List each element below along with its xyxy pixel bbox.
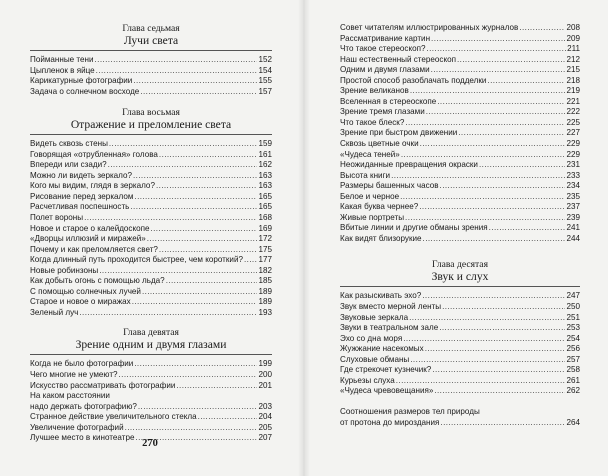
dot-leader <box>431 34 565 45</box>
toc-entry-page: 227 <box>566 128 580 138</box>
toc-entry[interactable] <box>340 34 580 45</box>
toc-entry[interactable] <box>340 313 580 324</box>
dot-leader <box>159 245 258 256</box>
toc-entry[interactable] <box>340 376 580 387</box>
toc-entry-title: Зрение тремя глазами <box>340 107 425 117</box>
toc-entry-page: 207 <box>258 433 272 443</box>
toc-entry-page: 163 <box>258 181 272 191</box>
toc-entry-page: 247 <box>566 291 580 301</box>
toc-entry-title: Новые робинзоны <box>30 265 99 275</box>
toc-entry[interactable] <box>340 365 580 376</box>
toc-entry-title: Наш естественный стереоскоп <box>340 54 456 64</box>
toc-entry[interactable] <box>30 139 272 150</box>
dot-leader <box>489 223 566 234</box>
toc-entry-page: 204 <box>258 412 272 422</box>
toc-entry-title: Совет читателям иллюстрированных журналов <box>340 23 519 32</box>
dot-leader <box>133 76 257 87</box>
toc-entry-title: Как разыскивать эхо? <box>340 291 422 301</box>
toc-entry-title: Живые портреты <box>340 212 405 222</box>
dot-leader <box>133 171 258 182</box>
toc-entry-page: 264 <box>566 417 580 427</box>
section-chapter-10 <box>340 259 580 396</box>
toc-entry-page: 199 <box>258 359 272 369</box>
toc-entry[interactable] <box>30 359 272 370</box>
toc-entry[interactable] <box>340 23 580 34</box>
toc-entry-page: 253 <box>566 323 580 333</box>
toc-entry[interactable] <box>340 192 580 203</box>
dot-leader <box>151 224 258 235</box>
toc-entry-title: Лучшее место в кинотеатре <box>30 433 135 443</box>
dot-leader <box>419 202 565 213</box>
toc-entry[interactable] <box>340 418 580 429</box>
dot-leader <box>405 213 565 224</box>
toc-entry-title: Размеры башенных часов <box>340 181 439 191</box>
toc-entry-page: 152 <box>258 55 272 64</box>
dot-leader <box>119 370 258 381</box>
toc-entry-page: 250 <box>566 302 580 312</box>
dot-leader <box>84 213 257 224</box>
toc-entry-page: 175 <box>258 244 272 254</box>
dot-leader <box>434 386 565 397</box>
toc-entry-title: Где стрекочет кузнечик? <box>340 365 432 375</box>
chapter-rule <box>340 286 580 287</box>
right-toc-column <box>340 23 580 428</box>
dot-leader <box>400 192 565 203</box>
toc-entry-title: Вселенная в стереоскопе <box>340 96 437 106</box>
toc-entry-title: Как добыть огонь с помощью льда? <box>30 276 165 286</box>
toc-entry-page: 165 <box>258 202 272 212</box>
toc-entry-title: надо держать фотографию? <box>30 401 137 411</box>
dot-leader <box>166 276 258 287</box>
dot-leader <box>138 402 258 413</box>
toc-entry-title: Вбитые линии и другие обманы зрения <box>340 223 488 233</box>
dot-leader <box>431 65 566 76</box>
toc-entry-page: 215 <box>566 65 580 75</box>
toc-entry-title: Эхо со дна моря <box>340 333 403 343</box>
toc-entry-title: Что такое блеск? <box>340 117 405 127</box>
toc-entry[interactable] <box>340 76 580 87</box>
dot-leader <box>142 287 258 298</box>
toc-entry-page: 211 <box>567 44 580 54</box>
toc-entry[interactable] <box>30 412 272 423</box>
toc-entry-title: Рисование перед зеркалом <box>30 191 134 201</box>
toc-entry-first-line: На каком расстоянии <box>30 391 110 401</box>
left-page <box>0 0 300 476</box>
dot-leader <box>391 171 565 182</box>
toc-entry-title: Искусство рассматривать фотографии <box>30 380 176 390</box>
toc-entry-title: Цыпленок в яйце <box>30 65 95 75</box>
toc-entry-page: 177 <box>258 255 272 265</box>
toc-entry[interactable] <box>30 423 272 434</box>
dot-leader <box>487 76 565 87</box>
toc-entry[interactable] <box>340 386 580 397</box>
dot-leader <box>198 412 258 423</box>
toc-entry[interactable] <box>30 213 272 224</box>
toc-entry-title: Звуки в театральном зале <box>340 323 439 333</box>
toc-entry-page: 261 <box>566 375 580 385</box>
toc-entry-page: 161 <box>258 149 272 159</box>
dot-leader <box>134 192 257 203</box>
toc-entry[interactable] <box>30 370 272 381</box>
toc-entry-title: Расчетливая поспешность <box>30 202 130 212</box>
dot-leader <box>403 334 565 345</box>
toc-list <box>30 139 272 318</box>
toc-entry[interactable] <box>340 44 580 55</box>
chapter-rule <box>30 134 272 135</box>
toc-entry-page: 251 <box>566 312 580 322</box>
toc-entry-page: 218 <box>566 75 580 85</box>
toc-entry-page: 212 <box>566 54 580 64</box>
toc-entry-page: 185 <box>258 276 272 286</box>
dot-leader <box>440 418 565 429</box>
right-page <box>308 0 608 476</box>
toc-entry-page: 154 <box>258 65 272 75</box>
toc-entry-page: 235 <box>566 191 580 201</box>
toc-entry[interactable] <box>30 181 272 192</box>
dot-leader <box>147 234 258 245</box>
toc-entry-title: Сквозь цветные очки <box>340 139 419 149</box>
toc-entry-title: Говорящая «отрубленная» голова <box>30 149 158 159</box>
toc-entry[interactable] <box>30 76 272 87</box>
toc-entry-title: Белое и черное <box>340 191 400 201</box>
toc-entry-title: Задача о солнечном восходе <box>30 86 140 96</box>
toc-entry-page: 203 <box>258 401 272 411</box>
dot-leader <box>156 181 258 192</box>
toc-entry[interactable] <box>30 192 272 203</box>
toc-entry-title: Новое и старое о калейдоскопе <box>30 223 150 233</box>
toc-entry[interactable] <box>30 202 272 213</box>
toc-entry[interactable] <box>30 402 272 413</box>
toc-entry[interactable] <box>30 266 272 277</box>
toc-entry-page: 258 <box>566 365 580 375</box>
toc-entry-title: Неожиданные превращения окраски <box>340 160 478 170</box>
toc-entry-title: Когда длинный путь проходится быстрее, чем короткий? <box>30 255 243 265</box>
toc-entry[interactable] <box>340 234 580 245</box>
section-gap <box>30 97 272 107</box>
chapter-title: Лучи света <box>123 34 179 47</box>
toc-entry[interactable] <box>340 150 580 161</box>
dot-leader <box>125 423 258 434</box>
toc-entry[interactable] <box>340 139 580 150</box>
toc-entry-first-line: Соотношения размеров тел природы <box>340 406 480 416</box>
toc-entry-title: Курьезы слуха <box>340 375 395 385</box>
chapter-label: Глава десятая <box>432 259 488 271</box>
dot-leader <box>410 355 565 366</box>
toc-entry[interactable] <box>340 128 580 139</box>
toc-entry-title: Чего многие не умеют? <box>30 370 118 380</box>
dot-leader <box>95 55 258 66</box>
toc-entry-title: «Чудеса чревовещания» <box>340 386 434 396</box>
dot-leader <box>140 87 257 98</box>
toc-entry-page: 182 <box>258 265 272 275</box>
toc-entry-page: 157 <box>258 86 272 96</box>
toc-entry-page: 231 <box>566 160 580 170</box>
toc-entry[interactable] <box>340 107 580 118</box>
toc-entry-title: Почему и как преломляется свет? <box>30 244 158 254</box>
dot-leader <box>176 381 257 392</box>
dot-leader <box>99 266 257 277</box>
dot-leader <box>409 313 565 324</box>
dot-leader <box>425 344 566 355</box>
chapter-title: Отражение и преломление света <box>70 118 232 132</box>
toc-entry[interactable] <box>340 171 580 182</box>
dot-leader <box>439 323 565 334</box>
dot-leader <box>130 202 257 213</box>
dot-leader <box>440 181 566 192</box>
dot-leader <box>109 139 258 150</box>
chapter-title: Зрение одним и двумя глазами <box>75 338 227 352</box>
toc-entry-page: 222 <box>566 107 580 117</box>
dot-leader <box>457 55 566 66</box>
toc-entry-title: Жужжание насекомых <box>340 344 424 354</box>
dot-leader <box>420 139 566 150</box>
section-gap <box>340 244 580 259</box>
toc-entry-page: 239 <box>566 212 580 222</box>
toc-entry-title: Одним и двумя глазами <box>340 65 430 75</box>
dot-leader <box>159 150 258 161</box>
toc-entry[interactable] <box>30 276 272 287</box>
appendix-entry-block <box>340 407 580 428</box>
toc-entry-page: 234 <box>566 181 580 191</box>
toc-entry-page: 256 <box>566 344 580 354</box>
toc-entry-page: 165 <box>258 191 272 201</box>
toc-entry-page: 155 <box>258 76 272 86</box>
toc-entry-title: Что такое стереоскоп? <box>340 44 426 54</box>
chapter-label: Глава девятая <box>123 327 179 339</box>
toc-entry[interactable] <box>340 160 580 171</box>
toc-entry-page: 159 <box>258 139 272 149</box>
toc-entry[interactable] <box>30 160 272 171</box>
toc-entry[interactable] <box>340 334 580 345</box>
chapter-label: Глава восьмая <box>122 107 180 119</box>
chapter-label: Глава седьмая <box>122 23 180 34</box>
toc-entry-title: Зрение великанов <box>340 86 409 96</box>
section-chapter-9 <box>30 327 272 443</box>
toc-entry-page: 209 <box>566 33 580 43</box>
toc-entry-title: Карикатурные фотографии <box>30 76 133 86</box>
toc-entry-title: Зрение при быстром движении <box>340 128 458 138</box>
left-toc-column <box>30 23 272 444</box>
toc-entry[interactable] <box>340 344 580 355</box>
toc-entry-title: от протона до мироздания <box>340 417 440 427</box>
dot-leader <box>432 365 565 376</box>
toc-entry-title: Можно ли видеть зеркало? <box>30 170 132 180</box>
toc-entry-title: Старое и новое о миражах <box>30 297 131 307</box>
toc-entry[interactable] <box>340 97 580 108</box>
toc-entry[interactable] <box>30 150 272 161</box>
toc-entry[interactable] <box>30 234 272 245</box>
toc-entry[interactable] <box>30 87 272 98</box>
dot-leader <box>405 118 565 129</box>
toc-entry[interactable] <box>340 291 580 302</box>
toc-entry[interactable] <box>340 181 580 192</box>
toc-entry-page: 208 <box>566 23 580 32</box>
toc-entry[interactable] <box>340 302 580 313</box>
toc-entry-page: 193 <box>258 307 272 317</box>
toc-entry[interactable] <box>340 55 580 66</box>
section-chapter-8 <box>30 107 272 318</box>
section-gap <box>340 397 580 407</box>
chapter-title: Звук и слух <box>431 270 489 284</box>
toc-entry-title: Какая буква чернее? <box>340 202 419 212</box>
toc-entry-page: 254 <box>566 333 580 343</box>
toc-entry-page: 257 <box>566 354 580 364</box>
toc-entry-page: 162 <box>258 160 272 170</box>
toc-entry[interactable] <box>340 213 580 224</box>
toc-entry[interactable] <box>30 171 272 182</box>
toc-entry-title: Звук вместо мерной ленты <box>340 302 442 312</box>
toc-list <box>340 23 580 244</box>
toc-entry[interactable] <box>30 66 272 77</box>
toc-entry[interactable] <box>30 308 272 319</box>
toc-list <box>30 55 272 97</box>
dot-leader <box>79 308 257 319</box>
dot-leader <box>442 302 565 313</box>
toc-entry-title: Простой способ разоблачать подделки <box>340 75 487 85</box>
toc-entry-title: Впереди или сзади? <box>30 160 107 170</box>
toc-entry-page: 189 <box>258 286 272 296</box>
chapter-rule <box>30 50 272 51</box>
dot-leader <box>134 359 257 370</box>
toc-entry-page: 189 <box>258 297 272 307</box>
toc-entry[interactable] <box>340 323 580 334</box>
toc-entry-title: Полет вороны <box>30 213 84 223</box>
dot-leader <box>519 23 565 34</box>
toc-entry-page: 225 <box>566 117 580 127</box>
toc-entry-page: 244 <box>566 233 580 243</box>
toc-entry-title: «Дворцы иллюзий и миражей» <box>30 234 146 244</box>
toc-entry[interactable] <box>340 65 580 76</box>
dot-leader <box>423 234 566 245</box>
toc-entry-page: 205 <box>258 422 272 432</box>
dot-leader <box>108 160 258 171</box>
toc-entry-title: Когда не было фотографии <box>30 359 134 369</box>
toc-entry[interactable] <box>30 245 272 256</box>
toc-entry-page: 168 <box>258 213 272 223</box>
toc-entry-title: С помощью солнечных лучей <box>30 286 141 296</box>
toc-entry-page: 163 <box>258 170 272 180</box>
dot-leader <box>132 297 258 308</box>
chapter-rule <box>30 354 272 355</box>
toc-entry-title: Высота книги <box>340 170 391 180</box>
dot-leader <box>427 44 567 55</box>
dot-leader <box>437 97 565 108</box>
toc-entry-title: Слуховые обманы <box>340 354 410 364</box>
section-gap <box>30 318 272 327</box>
dot-leader <box>396 376 566 387</box>
toc-entry-title: Увеличение фотографий <box>30 422 124 432</box>
toc-entry[interactable] <box>30 381 272 392</box>
toc-entry-page: 241 <box>566 223 580 233</box>
toc-entry-page: 172 <box>258 234 272 244</box>
toc-entry-title: Кого мы видим, глядя в зеркало? <box>30 181 155 191</box>
toc-entry[interactable] <box>340 202 580 213</box>
toc-entry[interactable] <box>340 118 580 129</box>
toc-entry-page: 262 <box>566 386 580 396</box>
toc-entry[interactable] <box>340 355 580 366</box>
toc-entry-page: 219 <box>566 86 580 96</box>
page-number: 270 <box>142 438 158 449</box>
toc-entry-page: 229 <box>566 139 580 149</box>
dot-leader <box>244 255 258 266</box>
section-chapter-7 <box>30 23 272 97</box>
toc-entry-page: 221 <box>566 96 580 106</box>
toc-entry[interactable] <box>30 287 272 298</box>
toc-entry-page: 169 <box>258 223 272 233</box>
toc-entry[interactable] <box>30 224 272 235</box>
toc-entry-page: 201 <box>258 380 272 390</box>
toc-entry-title: Рассматривание картин <box>340 33 431 43</box>
toc-entry-page: 233 <box>566 170 580 180</box>
dot-leader <box>401 150 566 161</box>
toc-entry[interactable] <box>30 297 272 308</box>
toc-list <box>30 359 272 443</box>
toc-entry-title: Как видят близорукие <box>340 233 422 243</box>
toc-entry-page: 237 <box>566 202 580 212</box>
toc-entry-page: 200 <box>258 370 272 380</box>
toc-entry-title: Пойманные тени <box>30 55 94 64</box>
toc-entry[interactable] <box>340 86 580 97</box>
toc-entry[interactable] <box>30 255 272 266</box>
toc-entry[interactable] <box>30 55 272 66</box>
toc-entry-page: 229 <box>566 149 580 159</box>
dot-leader <box>458 128 565 139</box>
dot-leader <box>422 291 565 302</box>
dot-leader <box>410 86 566 97</box>
toc-entry-title: Звуковые зеркала <box>340 312 409 322</box>
toc-entry-title: Зеленый луч <box>30 307 79 317</box>
dot-leader <box>96 66 258 77</box>
toc-list <box>340 291 580 396</box>
dot-leader <box>426 107 566 118</box>
toc-entry-title: Странное действие увеличительного стекла <box>30 412 197 422</box>
toc-entry[interactable] <box>340 223 580 234</box>
dot-leader <box>479 160 566 171</box>
toc-entry-title: Видеть сквозь стены <box>30 139 108 149</box>
toc-entry-title: «Чудеса теней» <box>340 149 400 159</box>
